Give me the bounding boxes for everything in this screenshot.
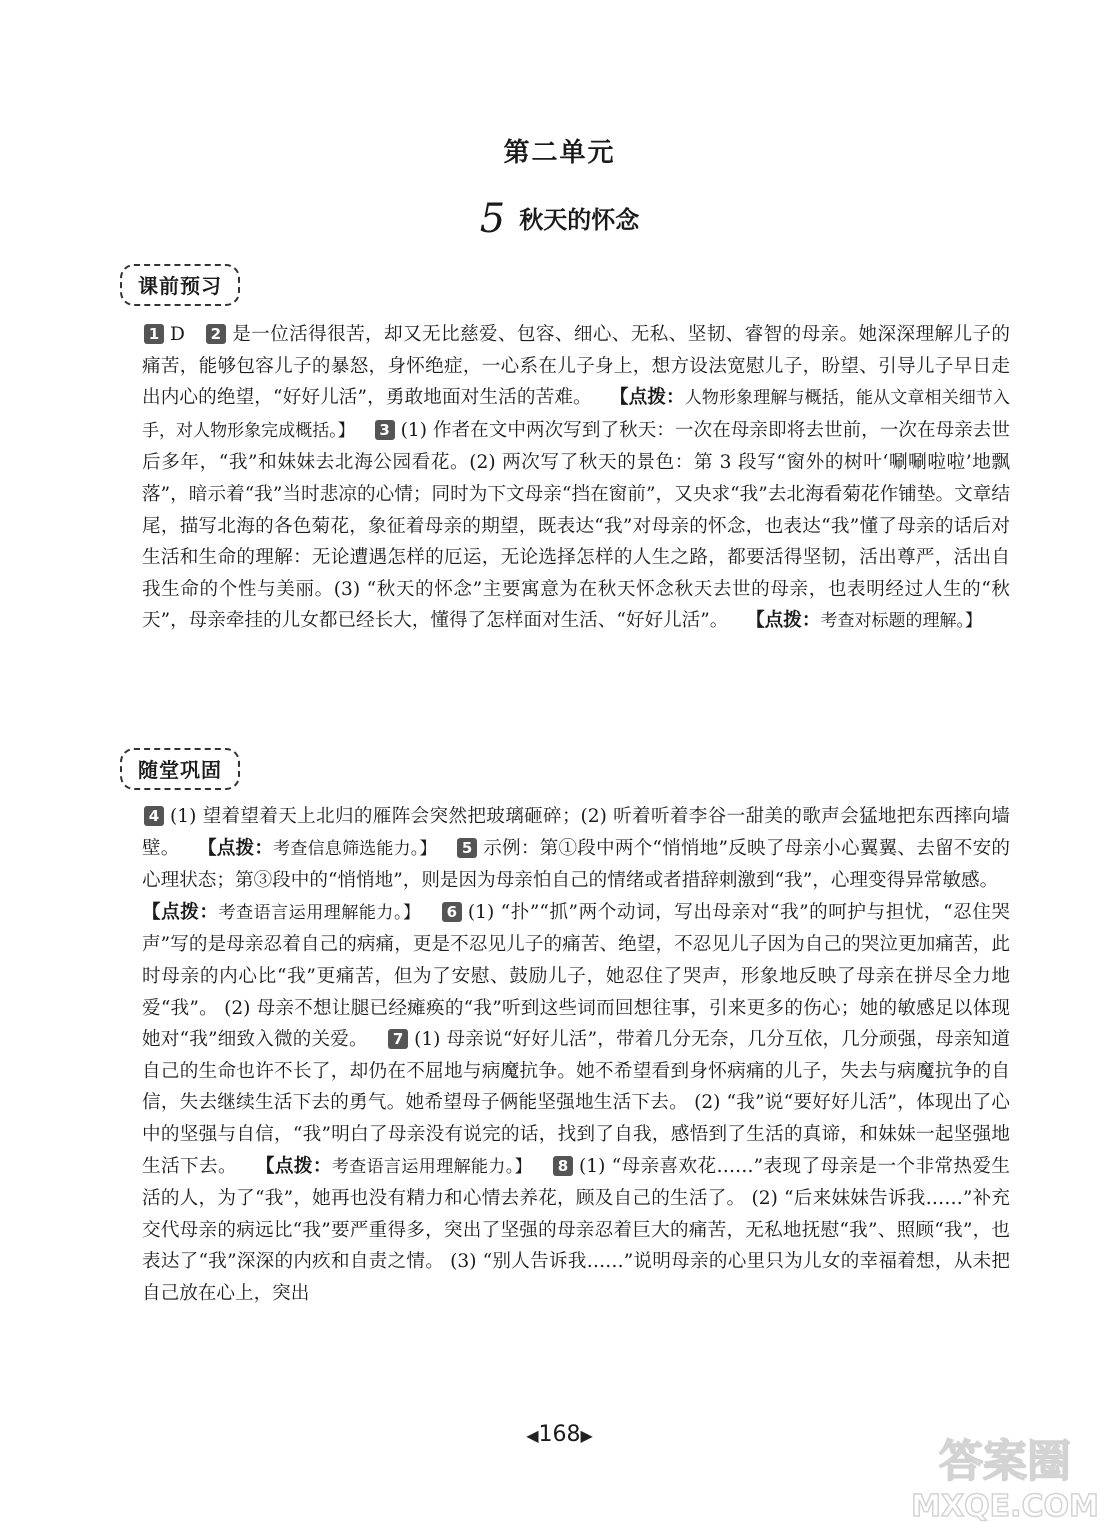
tip-label: 【点拨： xyxy=(746,610,821,632)
question-number-badge: 6 xyxy=(442,902,462,922)
tip-text: 考查对标题的理解。】 xyxy=(820,611,982,632)
answer-text: (1) 母亲说“好好儿活”，带着几分无奈，几分互依，几分顽强，母亲知道自己的生命也许不长了，却仍在不屈地与病魔抗争。她不希望看到身怀病痛的儿子，失去与病魔抗争的自信，失去继续生活下去的勇气。她希望母子俩能坚强地生活下去。 (2) “我”说“要好好儿活”，体现出了心中的坚强与自信，“我”明白了母亲没有说完的话，找到了自我，感悟到了生活的真谛，和妹妹一起坚强地生活下去。 xyxy=(142,1029,1011,1177)
section-tag-preview: 课前预习 xyxy=(120,264,240,306)
question-number-badge: 5 xyxy=(457,838,477,858)
page-number-text: 168 xyxy=(538,1422,581,1447)
answer-text: 是一位活得很苦，却又无比慈爱、包容、细心、无私、坚韧、睿智的母亲。她深深理解儿子的痛苦，能够包容儿子的暴怒，身怀绝症，一心系在儿子身上，想方设法宽慰儿子，盼望、引导儿子早日走出内心的绝望，“好好儿活”，勇敢地面对生活的苦难。 xyxy=(142,324,1010,409)
tip-text: 考查信息筛选能力。】 xyxy=(273,838,437,859)
question-number-badge: 3 xyxy=(375,420,395,440)
question-number-badge: 1 xyxy=(144,324,164,344)
watermark-logo xyxy=(905,1428,1105,1528)
unit-title: 第二单元 xyxy=(503,138,616,168)
left-triangle-icon: ◀ xyxy=(526,1426,539,1445)
question-number-badge: 2 xyxy=(206,324,226,344)
section-practice-answers xyxy=(142,801,1010,1310)
answer-text: (1) “扑”“抓”两个动词，写出母亲对“我”的呵护与担忧，“忍住哭声”写的是母亲忍着自己的病痛，更是不忍见儿子的痛苦、绝望，不忍见儿子因为自己的哭泣更加痛苦，此时母亲的内心比“我”更痛苦，但为了安慰、鼓励儿子，她忍住了哭声，形象地反映了母亲在拼尽全力地爱“我”。 (2) 母亲不想让腿已经瘫痪的“我”听到这些词而回想往事，引来更多的伤心；她的敏感足以体现她对“我”细致入微的关爱。 xyxy=(142,901,1010,1051)
tip-label: 【点拨： xyxy=(255,1155,332,1177)
tip-text: 人物形象理解与概括，能从文章相关细节入手，对人物形象完成概括。】 xyxy=(142,388,1010,441)
tip-text: 考查语言运用理解能力。】 xyxy=(218,902,421,923)
tip-label: 【点拨： xyxy=(609,387,685,409)
question-number-badge: 8 xyxy=(553,1156,573,1176)
answer-text: (1) 作者在文中两次写到了秋天：一次在母亲即将去世前，一次在母亲去世后多年，“我”和妹妹去北海公园看花。(2) 两次写了秋天的景色：第 3 段写“窗外的树叶‘唰唰啦啦’地飘落”，暗示着“我”当时悲凉的心情；同时为下文母亲“挡在窗前”，又央求“我”去北海看菊花作铺垫。文章结尾，描写北海的各色菊花，象征着母亲的期望，既表达“我”对母亲的怀念，也表达“我”懂了母亲的话后对生活和生命的理解：无论遭遇怎样的厄运，无论选择怎样的人生之路，都要活得坚韧，活出尊严，活出自我生命的个性与美丽。(3) “秋天的怀念”主要寓意为在秋天怀念秋天去世的母亲，也表明经过人生的“秋天”，母亲牵挂的儿女都已经长大，懂得了怎样面对生活、“好好儿活”。 xyxy=(142,419,1011,632)
section-preview-answers xyxy=(142,319,1010,638)
section-tag-practice: 随堂巩固 xyxy=(120,748,240,790)
lesson-number: 5 xyxy=(479,196,506,242)
answer-text: D xyxy=(170,324,185,345)
lesson-name: 秋天的怀念 xyxy=(519,206,640,234)
question-number-badge: 7 xyxy=(388,1029,408,1049)
watermark-line2: MXQE.COM xyxy=(911,1489,1099,1524)
tip-label: 【点拨： xyxy=(142,901,219,923)
lesson-title xyxy=(0,196,1119,242)
answer-text: (1) 望着望着天上北归的雁阵会突然把玻璃砸碎；(2) 听着听着李谷一甜美的歌声会猛地把东西摔向墙壁。 xyxy=(142,806,1010,859)
watermark-line1: 答案圈 xyxy=(939,1436,1071,1487)
tip-text: 考查语言运用理解能力。】 xyxy=(331,1156,533,1177)
answer-text: (1) “母亲喜欢花……”表现了母亲是一个非常热爱生活的人，为了“我”，她再也没有精力和心情去养花，顾及自己的生活了。 (2) “后来妹妹告诉我……”补充交代母亲的病远比“我”要严重得多，突出了坚强的母亲忍着巨大的痛苦，无私地抚慰“我”、照顾“我”，也表达了“我”深深的内疚和自责之情。 (3) “别人告诉我……”说明母亲的心里只为儿女的幸福着想，从未把自己放在心上，突出 xyxy=(142,1155,1010,1304)
tip-label: 【点拨： xyxy=(197,837,274,859)
answer-text: 示例：第①段中两个“悄悄地”反映了母亲小心翼翼、去留不安的心理状态；第③段中的“悄悄地”，则是因为母亲怕自己的情绪或者措辞刺激到“我”，心理变得异常敏感。 xyxy=(142,837,1010,892)
right-triangle-icon: ▶ xyxy=(580,1426,593,1445)
question-number-badge: 4 xyxy=(144,806,164,826)
